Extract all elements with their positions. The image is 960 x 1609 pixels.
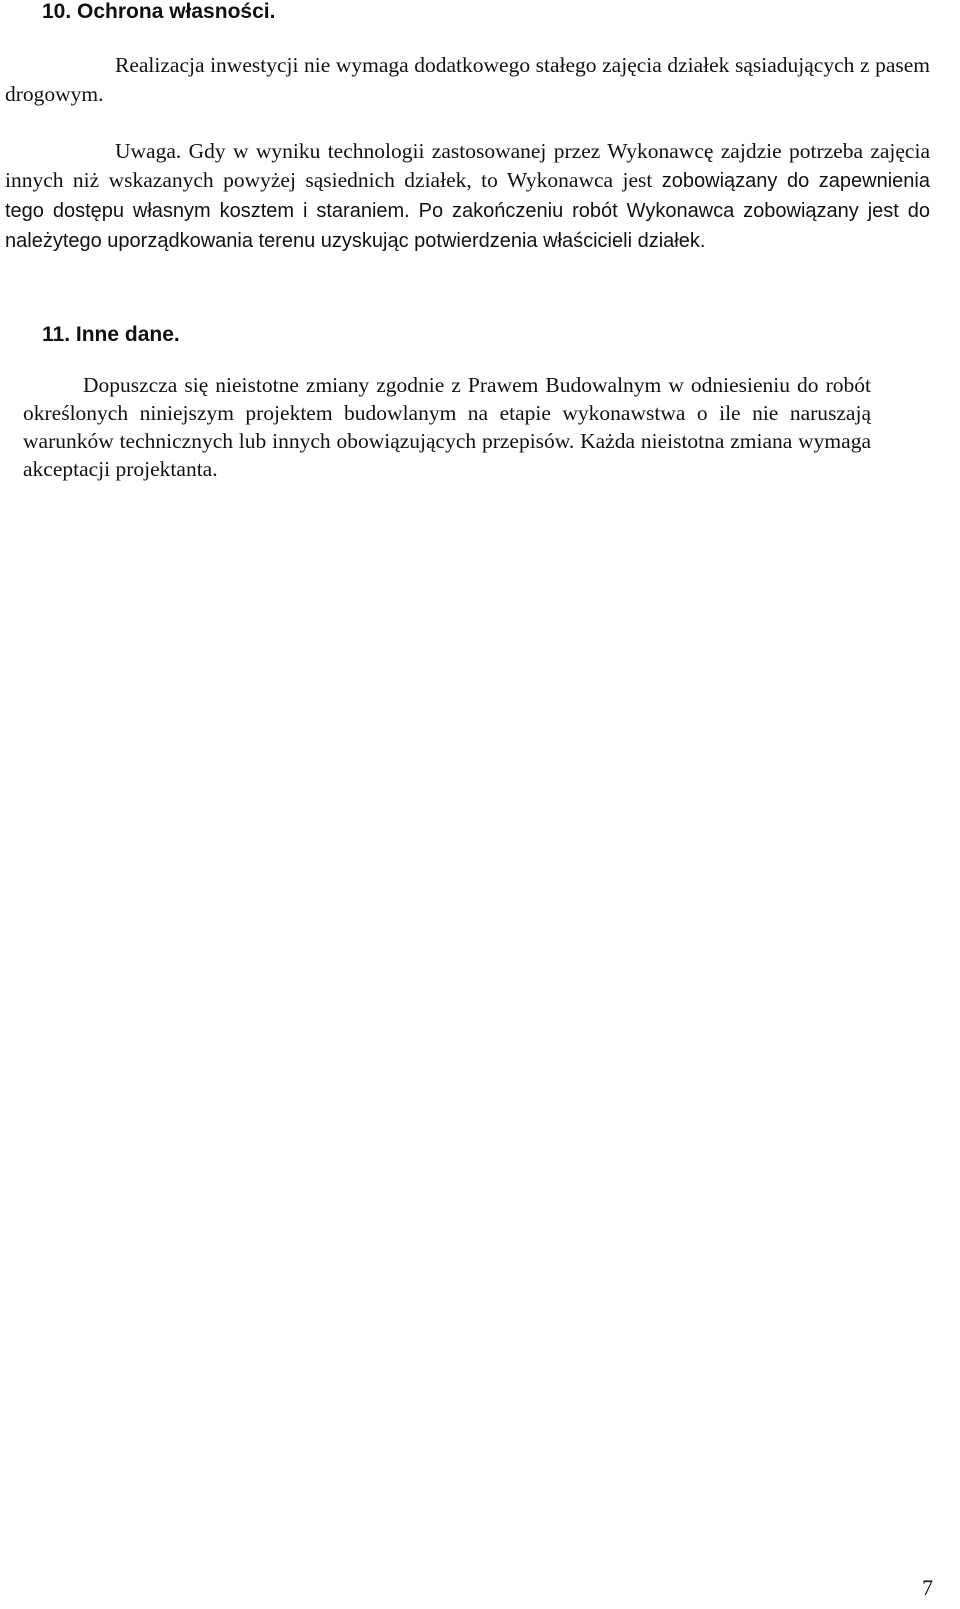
paragraph-2-sans-part: zobowiązany do zapewnienia tego dostępu własnym kosztem i staraniem. Po zakończeniu robót Wykonawca zobowiązany jest do należytego uporządkowania terenu uzyskując potwierdzenia właścicieli działek. bbox=[5, 170, 930, 252]
paragraph-2-serif-part: Uwaga. Gdy w wyniku technologii zastosowanej przez Wykonawcę zajdzie potrzeba zajęcia innych niż wskazanych powyżej sąsiednich działek, to Wykonawca jest bbox=[5, 139, 930, 192]
section-10-heading: 10. Ochrona własności. bbox=[42, 0, 276, 23]
section-11-heading: 11. Inne dane. bbox=[42, 323, 180, 346]
page-number: 7 bbox=[922, 1575, 933, 1600]
section-10-paragraph-1: Realizacja inwestycji nie wymaga dodatkowego stałego zajęcia działek sąsiadujących z pasem drogowym. bbox=[5, 53, 930, 106]
section-10-paragraph-2 bbox=[5, 137, 930, 256]
section-11-paragraph: Dopuszcza się nieistotne zmiany zgodnie z Prawem Budowalnym w odniesieniu do robót określonych niniejszym projektem budowlanym na etapie wykonawstwa o ile nie naruszają warunków technicznych lub innych obowiązujących przepisów. Każda nieistotna zmiana wymaga akceptacji projektanta. bbox=[23, 373, 871, 481]
